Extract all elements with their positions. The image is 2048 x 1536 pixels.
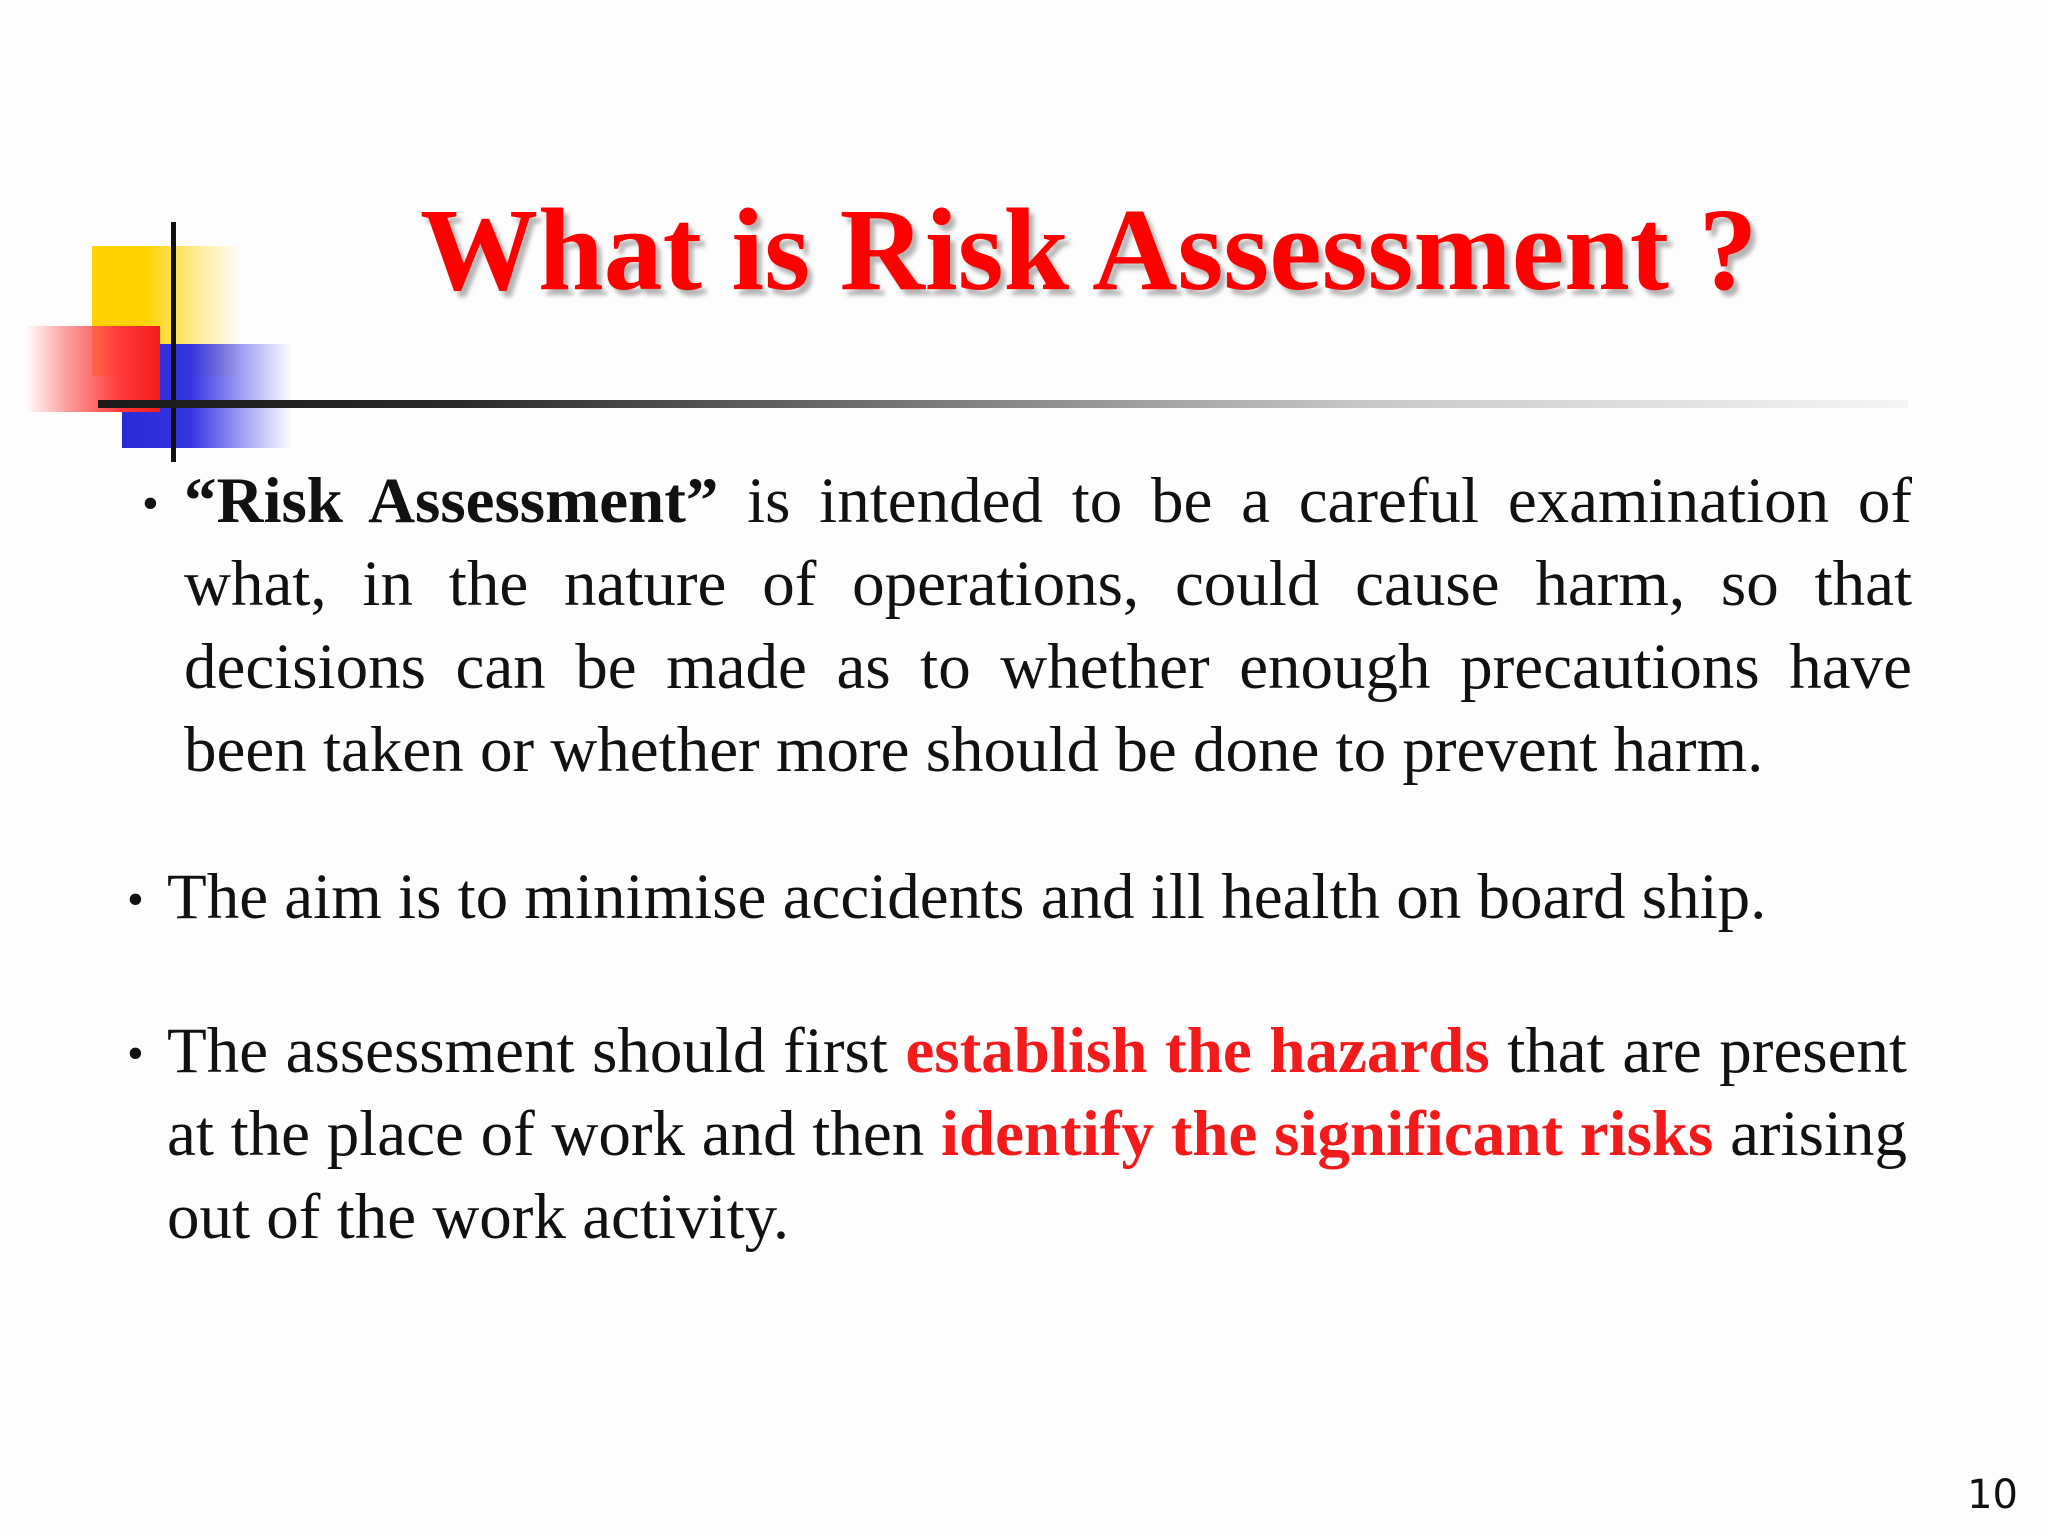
title-underline-rule bbox=[98, 400, 1908, 408]
slide-title: What is Risk Assessment ? bbox=[420, 184, 1758, 315]
page-number: 10 bbox=[1967, 1472, 2018, 1518]
bullet-marker-2: • bbox=[127, 873, 144, 926]
bullet-aim-text: The aim is to minimise accidents and ill health on board ship. bbox=[167, 861, 1767, 933]
bullet-definition-text: is intended to be a careful examination of what, in the nature of operations, could cause harm, so that decisions can be made as to whether enough precautions have been taken or whether more should be done to prevent harm. bbox=[184, 465, 1912, 786]
bullet-definition-term: “Risk Assessment” bbox=[184, 465, 719, 537]
bullet-assessment-text-c: arising out of the work activity. bbox=[167, 1098, 1907, 1253]
decorative-vertical-line bbox=[171, 222, 176, 462]
bullet-marker-1: • bbox=[142, 477, 159, 530]
bullet-aim bbox=[167, 856, 1927, 939]
bullet-assessment-text-a: The assessment should first bbox=[167, 1015, 906, 1087]
bullet-assessment-text-b: that are present at the place of work and then bbox=[167, 1015, 1907, 1170]
highlight-establish-hazards: establish the hazards bbox=[905, 1015, 1490, 1087]
bullet-definition bbox=[184, 460, 1912, 792]
highlight-identify-risks: identify the significant risks bbox=[940, 1098, 1714, 1170]
bullet-marker-3: • bbox=[127, 1027, 144, 1080]
bullet-assessment bbox=[167, 1010, 1907, 1259]
